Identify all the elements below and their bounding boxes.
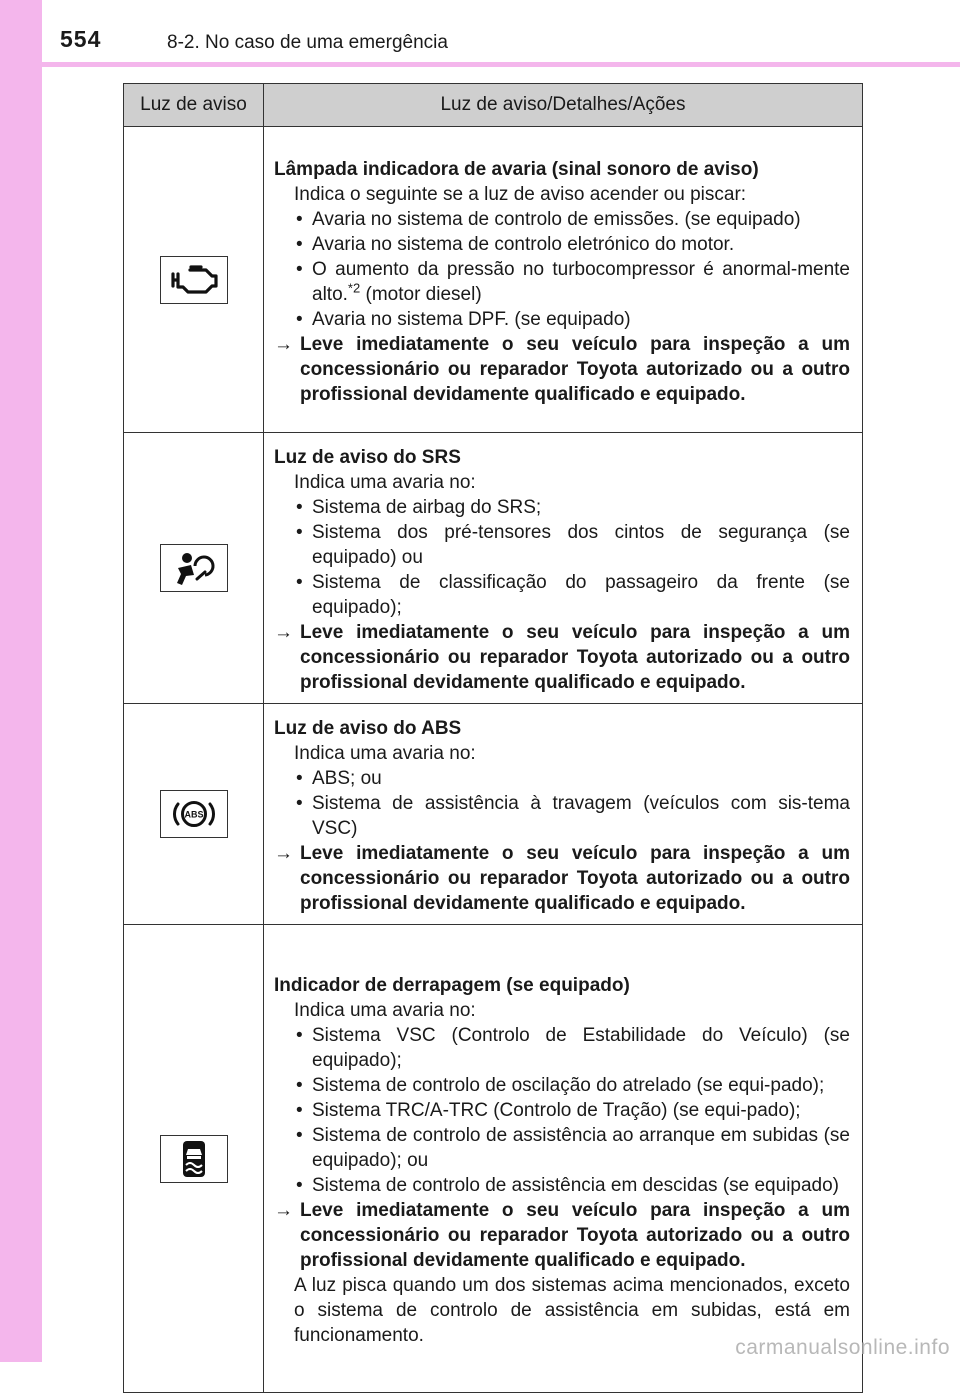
cause-list [274,207,850,332]
warning-details [264,925,863,1393]
warning-details [264,704,863,925]
action-instruction [274,1198,850,1273]
table-header-row [124,84,863,127]
action-text: Leve imediatamente o seu veículo para inspeção a um concessionário ou reparador Toyota autorizado ou a outro profissional devidamente qualificado e equipado. [300,622,850,693]
table-row [124,704,863,925]
warning-intro: Indica uma avaria no: [294,1000,476,1021]
engine-malfunction-icon [160,256,228,304]
icon-cell [124,704,264,925]
slip-indicator-icon [160,1135,228,1183]
list-item: • Sistema TRC/A-TRC (Controlo de Tração) (se equi-pado); [274,1098,850,1123]
warning-title: Lâmpada indicadora de avaria (sinal sonoro de aviso) [274,158,759,180]
action-text: Leve imediatamente o seu veículo para inspeção a um concessionário ou reparador Toyota autorizado ou a outro profissional devidamente qualificado e equipado. [300,333,850,405]
column-header-warning-light: Luz de aviso [124,84,264,127]
section-title: 8-2. No caso de uma emergência [167,32,448,53]
side-color-band [0,0,42,1362]
warning-intro: Indica uma avaria no: [294,743,476,764]
arrow-icon: → [274,333,293,355]
list-item: • ABS; ou [274,766,850,791]
srs-airbag-icon [160,544,228,592]
icon-cell [124,925,264,1393]
abs-icon-label: ABS [183,809,204,820]
action-text: Leve imediatamente o seu veículo para inspeção a um concessionário ou reparador Toyota autorizado ou a outro profissional devidamente qualificado e equipado. [300,1200,850,1271]
list-item-tail: (motor diesel) [360,283,482,305]
arrow-icon: → [274,622,293,643]
action-instruction [274,332,850,407]
abs-icon [160,790,228,838]
cause-list [274,495,850,620]
list-item-text: O aumento da pressão no turbocompressor é anormal-mente alto. [312,258,850,305]
column-header-details: Luz de aviso/Detalhes/Ações [264,84,863,127]
warning-lights-table [123,83,863,1393]
list-item: • Sistema dos pré-tensores dos cintos de segurança (se equipado) ou [274,520,850,570]
list-item: • Sistema de controlo de assistência em descidas (se equipado) [274,1173,850,1198]
warning-intro: Indica uma avaria no: [294,472,476,493]
page-number: 554 [60,26,102,52]
list-item: • Avaria no sistema de controlo de emissões. (se equipado) [274,207,850,232]
watermark: carmanualsonline.info [735,1336,950,1359]
table-row [124,925,863,1393]
list-item: • Avaria no sistema de controlo eletrónico do motor. [274,232,850,257]
warning-intro: Indica o seguinte se a luz de aviso acender ou piscar: [294,183,747,205]
action-instruction [274,620,850,695]
footnote-mark: *2 [347,280,361,296]
warning-title: Luz de aviso do SRS [274,447,461,468]
page-header [0,0,960,62]
cause-list [274,766,850,841]
cause-list [274,1023,850,1198]
action-instruction [274,841,850,916]
warning-title: Indicador de derrapagem (se equipado) [274,975,630,996]
warning-title: Luz de aviso do ABS [274,718,462,739]
warning-details [264,433,863,704]
icon-cell [124,433,264,704]
list-item [274,257,850,307]
table-row [124,433,863,704]
list-item: • Sistema VSC (Controlo de Estabilidade do Veículo) (se equipado); [274,1023,850,1073]
arrow-icon: → [274,1200,293,1221]
list-item: • Sistema de controlo de assistência ao arranque em subidas (se equipado); ou [274,1123,850,1173]
list-item: • Sistema de assistência à travagem (veículos com sis-tema VSC) [274,791,850,841]
table-row [124,127,863,433]
arrow-icon: → [274,843,293,864]
header-rule [0,62,960,67]
list-item: • Avaria no sistema DPF. (se equipado) [274,307,850,332]
action-text: Leve imediatamente o seu veículo para inspeção a um concessionário ou reparador Toyota autorizado ou a outro profissional devidamente qualificado e equipado. [300,843,850,914]
additional-note: A luz pisca quando um dos sistemas acima mencionados, exceto o sistema de controlo de assistência em subidas, está em funcionamento. [294,1275,850,1346]
list-item: • Sistema de classificação do passageiro da frente (se equipado); [274,570,850,620]
list-item: • Sistema de airbag do SRS; [274,495,850,520]
icon-cell [124,127,264,433]
list-item: • Sistema de controlo de oscilação do atrelado (se equi-pado); [274,1073,850,1098]
warning-details [264,127,863,433]
